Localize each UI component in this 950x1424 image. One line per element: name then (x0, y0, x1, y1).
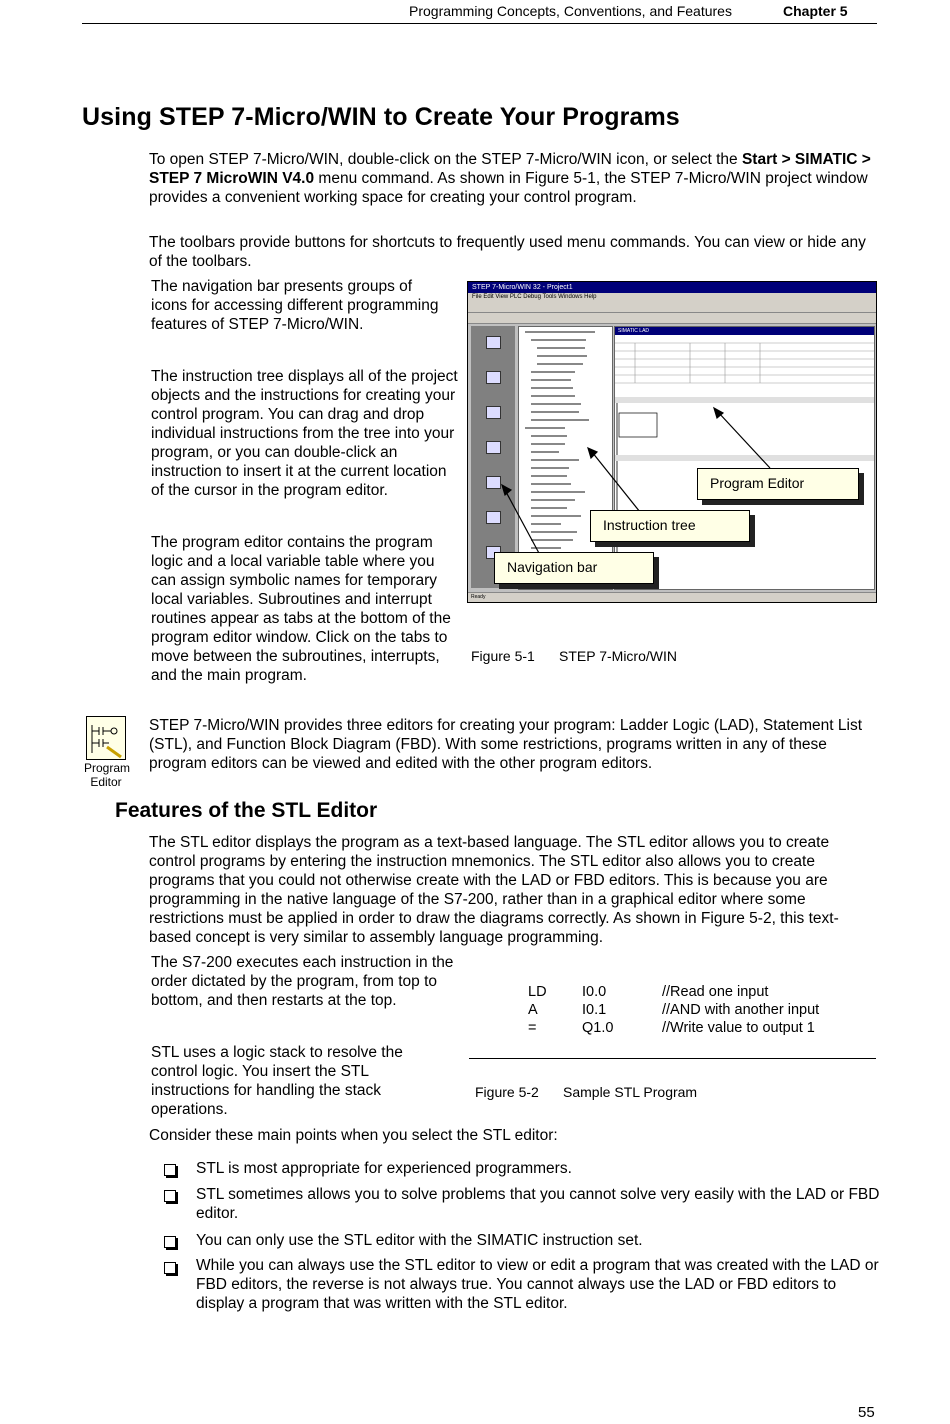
page-number: 55 (858, 1404, 875, 1421)
program-editor-icon (86, 716, 126, 760)
stl-line: LD I0.0 //Read one input (528, 984, 769, 1000)
stl-line: = Q1.0 //Write value to output 1 (528, 1020, 815, 1036)
callout-program-editor: Program Editor (697, 468, 859, 500)
window-menubar: File Edit View PLC Debug Tools Windows Help (468, 293, 876, 302)
stl-line: A I0.1 //AND with another input (528, 1002, 820, 1018)
checkbox-bullet-icon (164, 1164, 176, 1176)
figure-2-number: Figure 5-2 (475, 1084, 539, 1100)
editor-description: The program editor contains the program logic and a local variable table where you can assign symbolic names for temporary local variables. Subroutines and interrupt routines appear as tabs at the bottom of the program editor window. Click on the tabs to move between the subroutines, interrupts, and the main program. (151, 534, 451, 684)
stl-side-text-2: STL uses a logic stack to resolve the control logic. You insert the STL instructions for handling the stack operations. (151, 1044, 403, 1118)
figure-1-number: Figure 5-1 (471, 648, 535, 664)
callout-leaders (0, 0, 950, 700)
intro-paragraph-2: The toolbars provide buttons for shortcuts to frequently used menu commands. You can view or hide any of the toolbars. (149, 234, 866, 270)
stl-paragraph: The STL editor displays the program as a text-based language. The STL editor allows you to create control programs by entering the instruction mnemonics. The STL editor also allows you to create programs that you could not otherwise create with the LAD or FBD editors. This is because you are programming in the native language of the S7-200, rather than in a graphical editor where some restrictions must be applied in order to draw the diagrams correctly. As shown in Figure 5-2, this text-based concept is very similar to assembly language programming. (149, 834, 839, 946)
checkbox-bullet-icon (164, 1236, 176, 1248)
window-statusbar: Ready (468, 592, 877, 602)
stl-side-text-1: The S7-200 executes each instruction in the order dictated by the program, from top to bottom, and then restarts at the top. (151, 954, 454, 1009)
callout-navigation-bar: Navigation bar (494, 552, 654, 584)
figure-2-caption: Sample STL Program (563, 1084, 698, 1100)
running-header: Programming Concepts, Conventions, and Features (409, 3, 732, 19)
checkbox-bullet-icon (164, 1190, 176, 1202)
bullet-item: STL is most appropriate for experienced programmers. (196, 1160, 572, 1177)
consider-paragraph: Consider these main points when you select the STL editor: (149, 1127, 558, 1144)
tree-description: The instruction tree displays all of the project objects and the instructions for creating your control program. You can drag and drop individual instructions from the tree into your program, or you can double-click an instruction to insert it at the current location of the cursor in the program editor. (151, 368, 458, 499)
figure-1-caption: STEP 7-Micro/WIN (559, 648, 677, 664)
section-title: Using STEP 7-Micro/WIN to Create Your Programs (82, 103, 680, 131)
checkbox-bullet-icon (164, 1262, 176, 1274)
bullet-item: You can only use the STL editor with the SIMATIC instruction set. (196, 1232, 643, 1249)
bullet-item: While you can always use the STL editor to view or edit a program that was created with the LAD or FBD editors, the reverse is not always true. You cannot always use the LAD or FBD editors to display a program that was written with the STL editor. (196, 1257, 879, 1312)
figure-2-rule (469, 1058, 876, 1059)
window-titlebar: STEP 7-Micro/WIN 32 - Project1 (468, 282, 876, 293)
editor-titlebar: SIMATIC LAD (615, 327, 874, 335)
chapter-label: Chapter 5 (783, 3, 848, 19)
stl-section-title: Features of the STL Editor (115, 799, 378, 822)
stl-program (528, 984, 848, 1038)
editors-paragraph: STEP 7-Micro/WIN provides three editors for creating your program: Ladder Logic (LAD), Statement List (STL), and Function Block Diagram (FBD). With some restrictions, programs written in any of these program editors can be viewed and edited with the other program editors. (149, 717, 863, 772)
program-editor-icon-label: Program Editor (84, 761, 131, 789)
bullet-item: STL sometimes allows you to solve problems that you cannot solve very easily with the LAD or FBD editor. (196, 1186, 880, 1222)
intro-paragraph-1: To open STEP 7-Micro/WIN, double-click on the STEP 7-Micro/WIN icon, or select the Start > SIMATIC > STEP 7 MicroWIN V4.0 menu command. As shown in Figure 5-1, the STEP 7-Micro/WIN project window provides a convenient working space for creating your control program. (149, 151, 871, 206)
navbar-description: The navigation bar presents groups of icons for accessing different programming features of STEP 7-Micro/WIN. (151, 278, 439, 333)
callout-instruction-tree: Instruction tree (590, 510, 750, 542)
